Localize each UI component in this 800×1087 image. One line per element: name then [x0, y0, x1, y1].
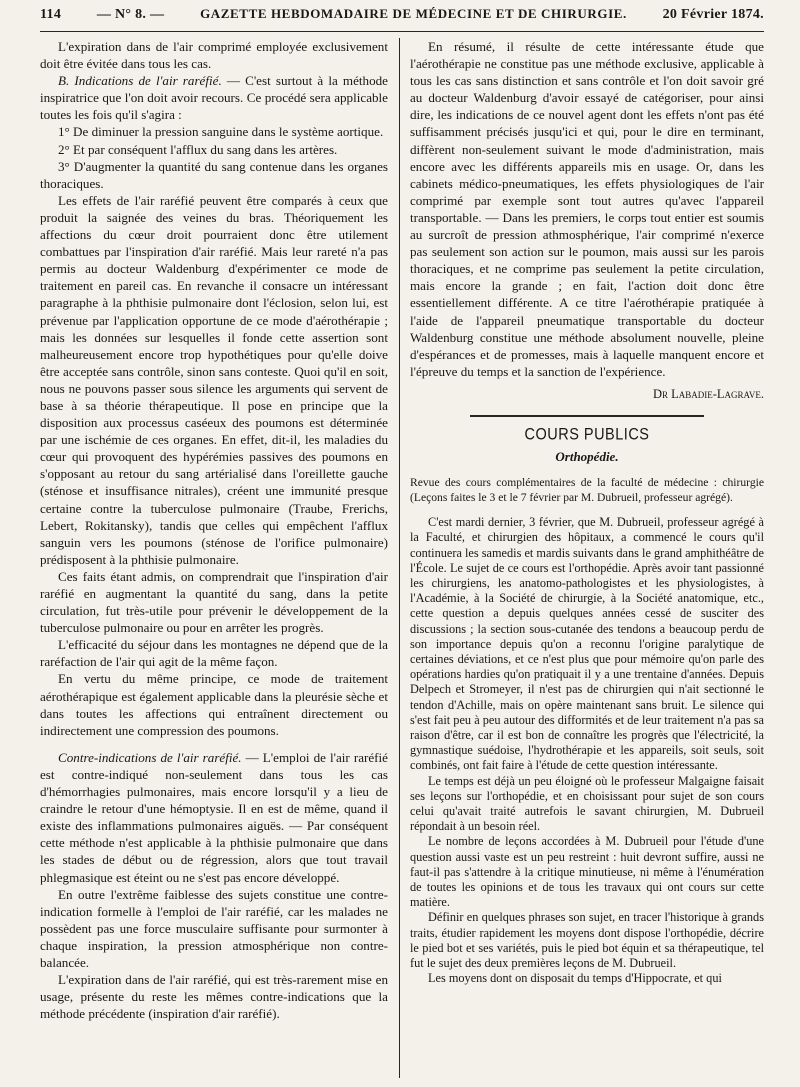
running-header: [40, 6, 764, 32]
paragraph: L'expiration dans de l'air comprimé employée exclusivement doit être évitée dans tous les cas.: [40, 39, 388, 72]
section-divider: [470, 415, 704, 417]
paragraph: B. Indications de l'air raréfié. — C'est surtout à la méthode inspiratrice que l'on doit avoir recours. Ce procédé sera applicable toutes les fois qu'il s'agira :: [40, 73, 388, 123]
paragraph: En vertu du même principe, ce mode de traitement aérothérapique est également applicable dans la pleurésie sèche et dans toutes les affections qui entraînent directement ou indirectement une compression des poumons.: [40, 671, 388, 738]
paragraph: Contre-indications de l'air raréfié. — L'emploi de l'air raréfié est contre-indiqué non-seulement dans tous les cas d'hémorrhagies pulmonaires, mais encore lorsqu'il y a lieu de craindre le retour d'une hémoptysie. Il en est de même, quand il existe des inflammations pulmonaires aiguës. — Par conséquent cette méthode n'est applicable à la phthisie pulmonaire que dans les stades de début ou de régression, alors que tout travail phlegmasique est éteint ou ne s'est pas encore développé.: [40, 749, 388, 885]
paragraph: Le nombre de leçons accordées à M. Dubrueil pour l'étude d'une question aussi vaste est un peu restreint : huit devront suffire, aussi ne faut-il pas s'attendre à la critique minutieuse, ni même à l'énumération de toutes les opinions et de tous les travaux qui ont cours sur cette matière.: [410, 834, 764, 910]
right-column: [410, 38, 764, 1078]
journal-title: GAZETTE HEBDOMADAIRE DE MÉDECINE ET DE CHIRURGIE.: [200, 6, 627, 21]
section-subtitle: Orthopédie.: [555, 449, 619, 465]
paragraph: L'efficacité du séjour dans les montagnes ne dépend que de la raréfaction de l'air qui agit de la même façon.: [40, 637, 388, 670]
subheading: B. Indications de l'air raréfié.: [58, 73, 222, 89]
columns: [40, 38, 764, 1078]
issue-number: — N° 8. —: [96, 7, 165, 22]
paragraph: Le temps est déjà un peu éloigné où le professeur Malgaigne faisait ses leçons sur l'orthopédie, et en choisissant pour sujet de son cours celui qu'avait traité autrefois le savant chirurgien, M. Dubrueil répondait à un besoin réel.: [410, 773, 764, 834]
column-rule: [399, 38, 400, 1078]
list-item: 2° Et par conséquent l'afflux du sang dans les artères.: [58, 141, 338, 157]
paragraph: En outre l'extrême faiblesse des sujets constitue une contre-indication formelle à l'emploi de l'air raréfié, car les malades ne possèdent pas une force musculaire suffisante pour surmonter à chaque inspiration, la pression atmosphérique non contre-balancée.: [40, 886, 388, 970]
paragraph: Les moyens dont on disposait du temps d'Hippocrate, et qui: [428, 971, 722, 986]
page-number: 114: [40, 7, 62, 22]
paragraph: Définir en quelques phrases son sujet, en tracer l'historique à grands traits, étudier rapidement les moyens dont dispose l'orthopédie, décrire le pied bot et ses variétés, puis le pied bot équin et sa thérapeutique, tel fut le sujet des deux premières leçons de M. Dubrueil.: [410, 910, 764, 971]
author-signature: Dr Labadie-Lagrave.: [652, 386, 764, 401]
left-column: [40, 38, 388, 1078]
subheading: Contre-indications de l'air raréfié.: [58, 749, 242, 765]
paragraph: L'expiration dans de l'air raréfié, qui est très-rarement mise en usage, présente du reste les mêmes contre-indications que la méthode précédente (inspiration d'air raréfié).: [40, 972, 388, 1022]
list-item: 3° D'augmenter la quantité du sang contenue dans les organes thoraciques.: [40, 158, 388, 191]
paragraph: Les effets de l'air raréfié peuvent être comparés à ceux que produit la saignée des veines du bras. Théoriquement les affections du cœur droit pourraient donc être utilement combattues par l'inspiration d'air raréfié. Mais leur rareté n'a pas permis au docteur Waldenburg d'expérimenter ce mode de traitement en pareil cas. En revanche il consacre un intéressant paragraphe à la phthisie pulmonaire dont l'éclosion, selon lui, est prévenue par l'application opportune de ce mode d'aérothérapie ; mais les données sur lesquelles il fonde cette assertion sont malheureusement encore trop hypothétiques pour qu'elle doive être acceptée sans contrôle, sinon sans conteste. Quoi qu'il en soit, nous ne pouvons passer sous silence les arguments qui servent de base à sa théorie thérapeutique. Il pose en principe que la disposition aux processus caséeux des poumons est déterminée par une ischémie de ces organes. En effet, dit-il, les maladies du cœur qui provoquent des hypérémies passives des poumons en s'opposant au retour du sang artérialisé dans l'oreillette gauche (sténose et insuffisance nitrales), créent une immunité presque certaine contre la tuberculose pulmonaire (Traube, Frerichs, Lebert, Rokitansky), tandis que celles qui empêchent l'afflux sanguin vers les poumons (sténose de l'orifice pulmonaire) prédisposent à la phthisie pulmonaire.: [40, 192, 388, 567]
issue-date: 20 Février 1874.: [662, 7, 764, 22]
paragraph: En résumé, il résulte de cette intéressante étude que l'aérothérapie ne constitue pas une méthode exclusive, applicable à tous les cas sans distinction et sans contrôle et l'on doit savoir gré au docteur Waldenburg d'avoir essayé de catégoriser, pour ainsi dire, les indications de ce nouvel agent dont les effets n'ont pas été suffisamment précisés jusqu'ici et qui, pour le dire en terminant, diffèrent non-seulement suivant le mode d'administration, mais encore avec les différents appareils mis en usage. Or, dans les cabinets médico-pneumatiques, les effets physiologiques de l'air comprimé par exemple sont tout autres qu'avec l'appareil transportable. — Dans les premiers, le corps tout entier est soumis au surcroît de pression athmosphérique, l'air comprimé n'exerce pas seulement son action sur le poumon, mais aussi sur les parois thoraciques, et ne comprime pas seulement la petite circulation, mais encore la grande ; en fait, l'action doit donc être essentiellement différente. A ce titre l'aérothérapie pratiquée à l'aide de l'appareil pneumatique transportable du docteur Waldenburg constitue une méthode absolument nouvelle, pleine d'espérances et de promesses, mais à laquelle manquent encore et l'épreuve du temps et la sanction de l'expérience.: [410, 39, 764, 379]
paragraph: C'est mardi dernier, 3 février, que M. Dubrueil, professeur agrégé à la Faculté, et chirurgien des hôpitaux, a commencé le cours qu'il continuera les samedis et mardis suivants dans le grand amphithéâtre de l'École. Le sujet de ce cours est l'orthopédie. Après avoir tant passionné les chirurgiens, les anatomo-pathologistes et les physiologistes, à l'Académie, à la Société de chirurgie, à la Société anatomique, etc., cette question a depuis quelques années cessé de susciter des discussions ; la section sous-cutanée des tendons a beaucoup perdu de son importance depuis qu'on a reconnu l'origine paralytique de certaines déviations, et ce n'est plus que pour mémoire qu'on parle des opérations hardies qu'on pratiquait il y a une trentaine d'années. Depuis Delpech et Stromeyer, il n'est pas de chirurgien qui n'ait sectionné le tendon d'Achille, mais on opère maintenant sans bruit. Le silence qui s'est fait peu à peu autour des difformités et de leur traitement n'a pas sa raison d'être, car il est bon de connaître les progrès que l'électricité, la gymnastique suédoise, l'hydrothérapie et les appareils, soit seuls, soit combinés, ont fait faire à l'étude de cette question intéressante.: [410, 515, 764, 773]
section-title: COURS PUBLICS: [524, 425, 650, 445]
list-item: 1° De diminuer la pression sanguine dans le système aortique.: [58, 124, 384, 140]
course-heading: Revue des cours complémentaires de la faculté de médecine : chirurgie (Leçons faites le 3 et le 7 février par M. Dubrueil, professeur agrégé).: [410, 476, 764, 505]
paragraph: Ces faits étant admis, on comprendrait que l'inspiration d'air raréfié en augmentant la quantité du sang, dans la petite circulation, fut très-utile pour prévenir le développement de la tuberculose pulmonaire ou pour en arrêter les progrès.: [40, 568, 388, 636]
